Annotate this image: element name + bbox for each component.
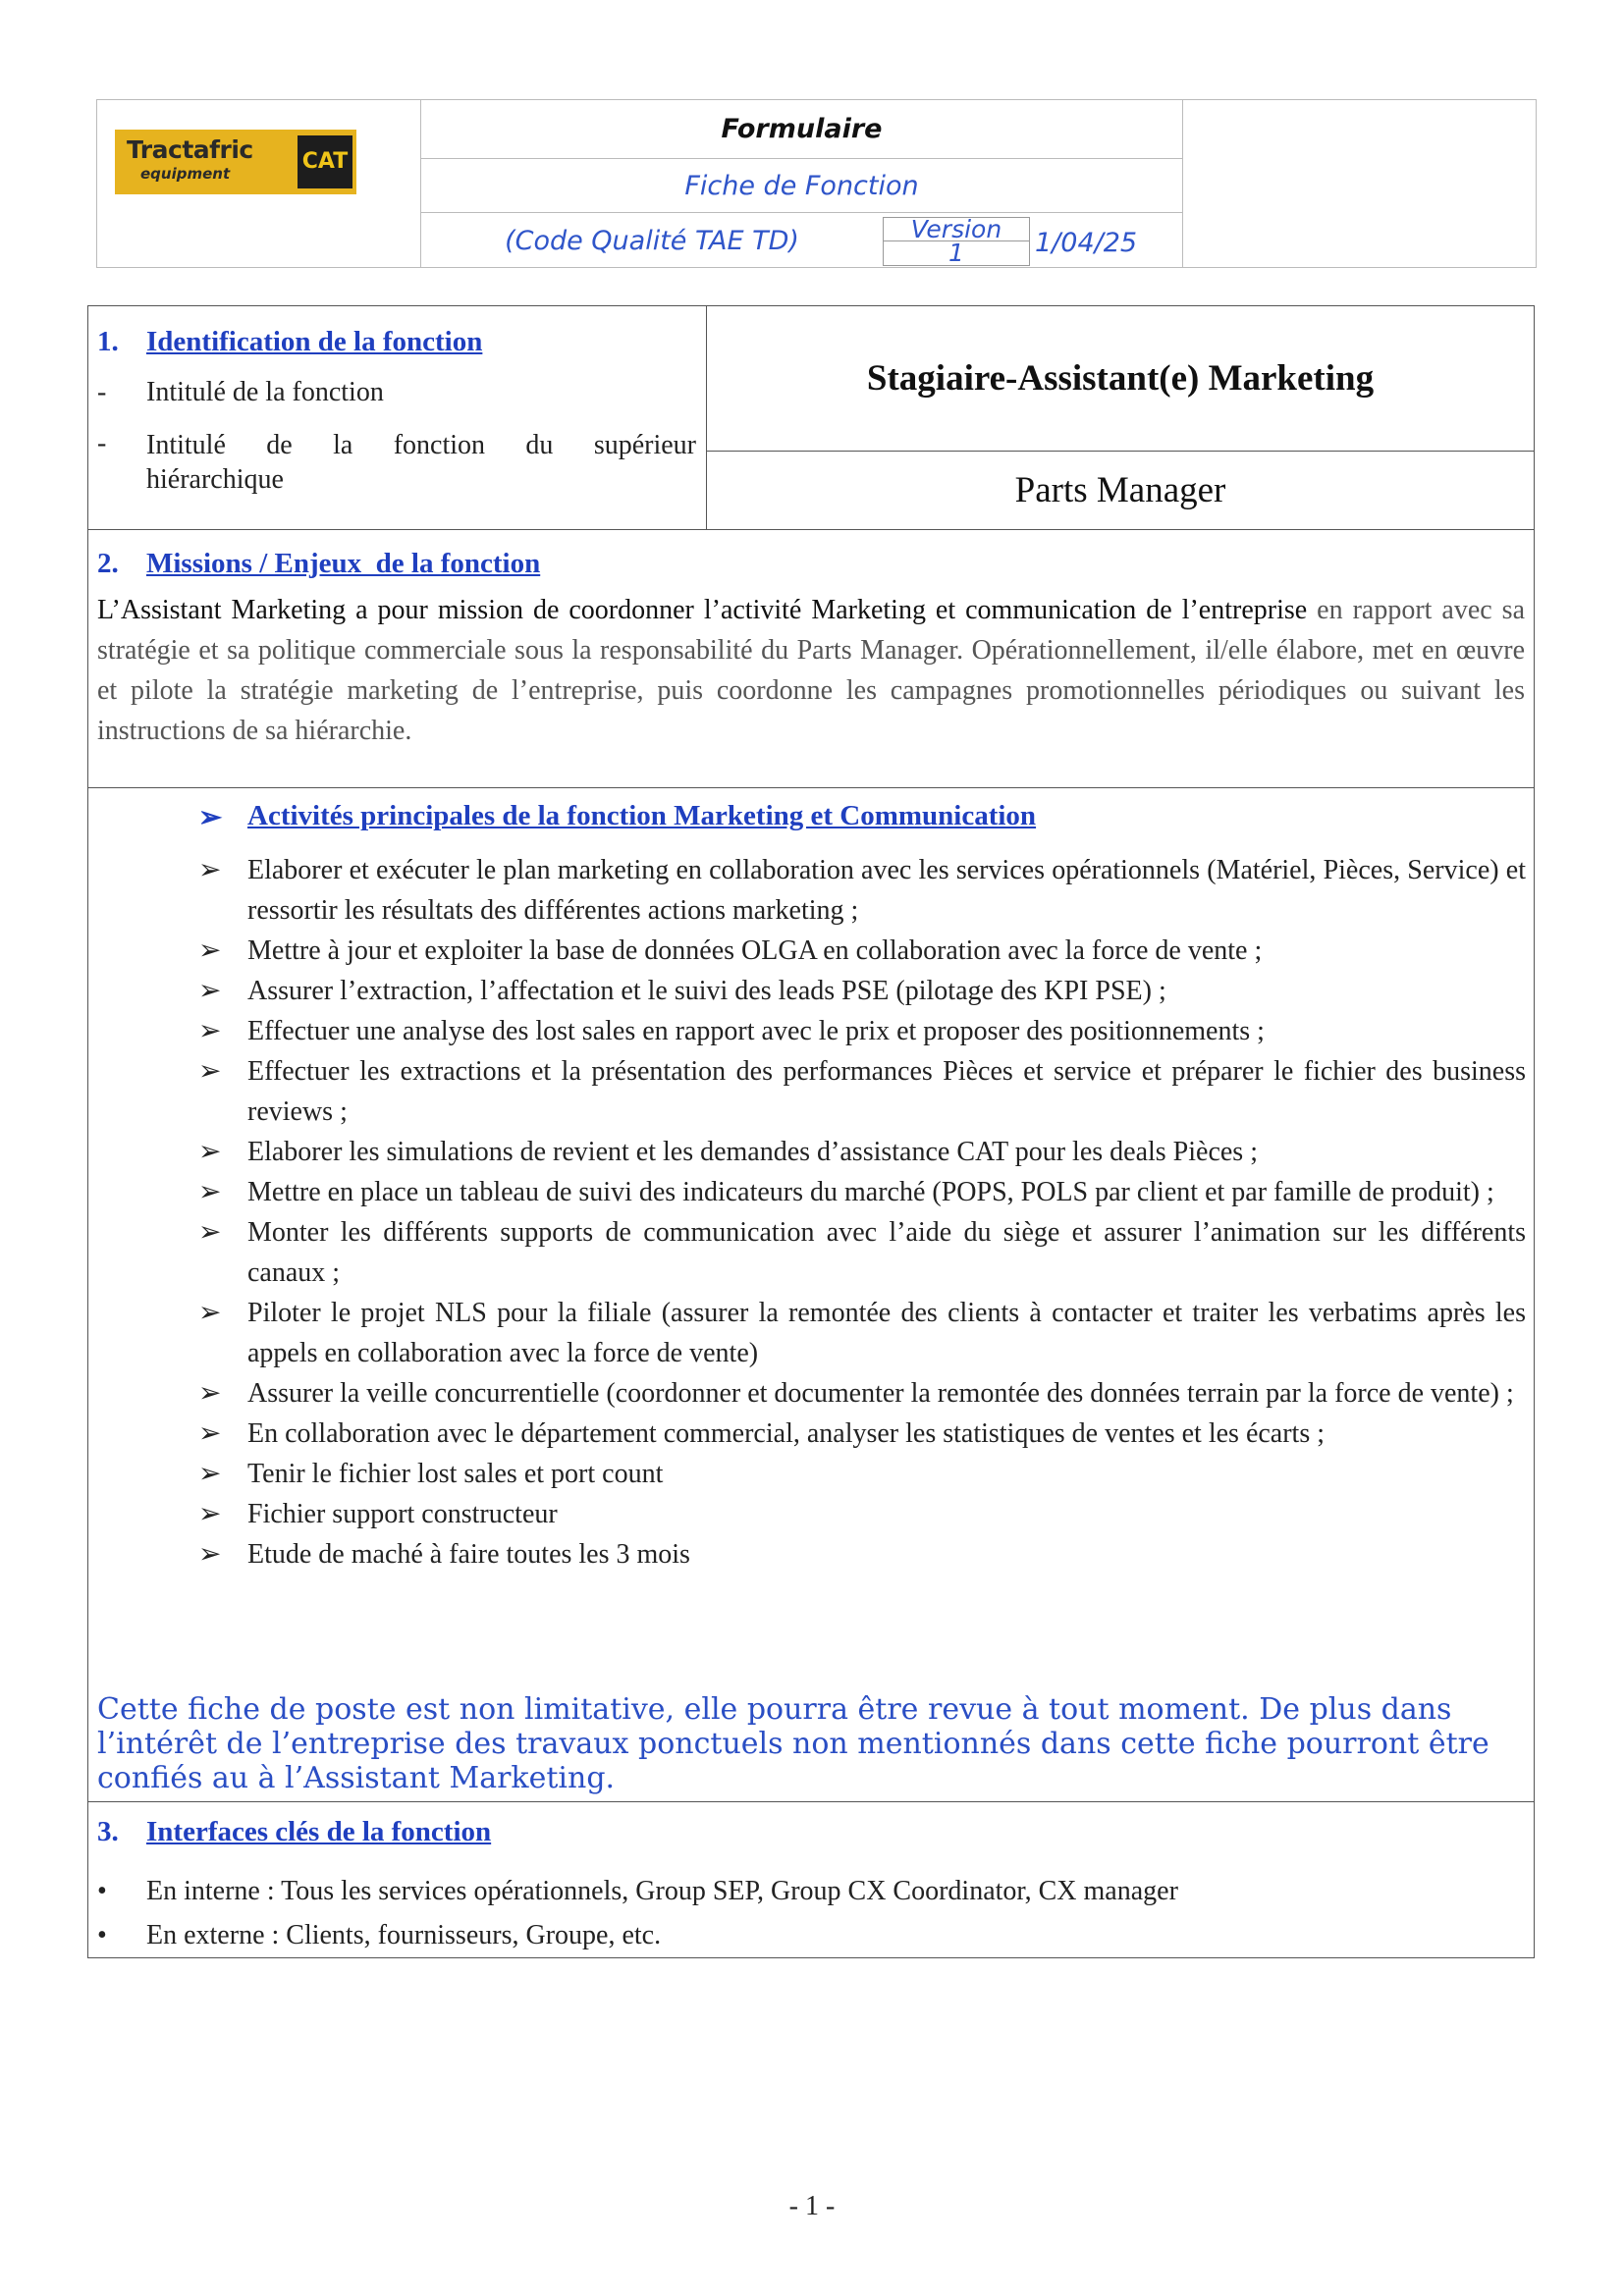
arrow-bullet-icon: ➢ [198, 1016, 222, 1046]
header-meta-row [421, 213, 1182, 269]
arrow-bullet-icon: ➢ [198, 976, 222, 1006]
interface-text: En interne : Tous les services opérationnels, Group SEP, Group CX Coordinator, CX manager [146, 1876, 1178, 1906]
list-item-text: Piloter le projet NLS pour la filiale (assurer la remontée des clients à contacter et traiter les verbatims après les appels en collaboration avec la force de vente) [247, 1298, 1526, 1368]
list-item [198, 1011, 1526, 1051]
list-item-text: Etude de maché à faire toutes les 3 mois [247, 1539, 690, 1570]
section-number: 2. [97, 548, 119, 579]
list-item [198, 1051, 1526, 1132]
list-item-text: En collaboration avec le département commercial, analyser les statistiques de ventes et les écarts ; [247, 1418, 1326, 1449]
cat-logo: CAT [298, 135, 352, 188]
list-item [198, 850, 1526, 931]
list-item [198, 1212, 1526, 1293]
arrow-bullet-icon: ➢ [198, 1217, 222, 1248]
list-item-text: Elaborer les simulations de revient et les demandes d’assistance CAT pour les deals Pièces ; [247, 1137, 1258, 1167]
list-item [198, 1172, 1526, 1212]
section-identification [88, 306, 1534, 530]
dash-marker: - [97, 428, 107, 458]
list-item-text: Effectuer les extractions et la présentation des performances Pièces et service et préparer le fichier des business reviews ; [247, 1056, 1526, 1127]
list-item [198, 1414, 1526, 1454]
list-item-text: Monter les différents supports de communication avec l’aide du siège et assurer l’animation sur les différents canaux ; [247, 1217, 1526, 1288]
logo-brand: Tractafric [127, 135, 253, 164]
section-activities [88, 788, 1534, 1802]
document-header [96, 99, 1537, 268]
arrow-bullet-icon: ➢ [198, 1539, 222, 1570]
section-number: 1. [97, 326, 119, 357]
list-item-text: Fichier support constructeur [247, 1499, 558, 1529]
form-label: Formulaire [421, 100, 1182, 159]
logo-subtitle: equipment [140, 165, 231, 183]
list-item-text: Tenir le fichier lost sales et port count [247, 1459, 664, 1489]
list-item-text: Assurer l’extraction, l’affectation et le suivi des leads PSE (pilotage des KPI PSE) ; [247, 976, 1166, 1006]
arrow-bullet-icon: ➢ [198, 1378, 222, 1409]
version-label: Version [884, 218, 1029, 241]
version-box [883, 217, 1030, 266]
job-description-table [87, 305, 1535, 1958]
list-item-text: Effectuer une analyse des lost sales en rapport avec le prix et proposer des positionnements ; [247, 1016, 1265, 1046]
section-title: Interfaces clés de la fonction [146, 1816, 492, 1847]
arrow-bullet-icon: ➢ [198, 1418, 222, 1449]
list-item-text: Elaborer et exécuter le plan marketing en collaboration avec les services opérationnels (Matériel, Pièces, Service) et ressortir les résultats des différentes actions marketing ; [247, 855, 1526, 926]
arrow-bullet-icon: ➢ [198, 1499, 222, 1529]
arrow-bullet-icon: ➢ [198, 935, 222, 966]
list-item [198, 1132, 1526, 1172]
quality-code: (Code Qualité TAE TD) [505, 226, 799, 256]
interface-text: En externe : Clients, fournisseurs, Groupe, etc. [146, 1920, 662, 1950]
arrow-bullet-icon: ➢ [198, 855, 222, 885]
document-type: Fiche de Fonction [421, 159, 1182, 213]
section-title: Missions / Enjeux de la fonction [146, 548, 541, 579]
arrow-bullet-icon: ➢ [198, 1177, 222, 1207]
arrow-bullet-icon: ➢ [198, 1459, 222, 1489]
list-item [198, 1534, 1526, 1575]
field-label-text: Intitulé de la fonction du supérieur hiérarchique [146, 430, 696, 495]
section-title: Identification de la fonction [146, 326, 483, 357]
field-label-text: Intitulé de la fonction [146, 377, 384, 407]
section-interfaces [88, 1802, 1534, 1959]
missions-paragraph [97, 590, 1525, 751]
document-date: 1/04/25 [1035, 228, 1138, 258]
dash-marker: - [97, 377, 107, 407]
list-item [198, 971, 1526, 1011]
list-item [198, 1494, 1526, 1534]
list-item-text: Assurer la veille concurrentielle (coordonner et documenter la remontée des données terrain par la force de vente) ; [247, 1378, 1514, 1409]
list-item-text: Mettre à jour et exploiter la base de données OLGA en collaboration avec la force de vente ; [247, 935, 1263, 966]
activities-list [198, 850, 1526, 1575]
arrow-bullet-icon: ➢ [198, 1298, 222, 1328]
version-number: 1 [948, 239, 964, 267]
missions-text-lead: L’Assistant Marketing a pour mission de coordonner l’activité Marketing et communication de l’entreprise [97, 595, 1308, 625]
arrow-bullet-icon: ➢ [198, 802, 223, 833]
list-item [198, 1293, 1526, 1373]
activities-title: Activités principales de la fonction Marketing et Communication [247, 800, 1037, 831]
job-title: Stagiaire-Assistant(e) Marketing [707, 306, 1534, 452]
list-item [198, 1373, 1526, 1414]
logo-cell [97, 100, 421, 267]
list-item-text: Mettre en place un tableau de suivi des indicateurs du marché (POPS, POLS par client et par famille de produit) ; [247, 1177, 1494, 1207]
company-logo [115, 130, 356, 194]
list-item [198, 1454, 1526, 1494]
superior-title: Parts Manager [1014, 470, 1226, 510]
bullet-dot: • [97, 1876, 107, 1906]
non-limiting-note: Cette fiche de poste est non limitative, elle pourra être revue à tout moment. De plus dans l’intérêt de l’entreprise des travaux ponctuels non mentionnés dans cette fiche pourront être confiés au à l’Assistant Marketing. [97, 1692, 1489, 1795]
section-number: 3. [97, 1816, 119, 1847]
arrow-bullet-icon: ➢ [198, 1056, 222, 1087]
arrow-bullet-icon: ➢ [198, 1137, 222, 1167]
header-center [421, 100, 1183, 267]
identification-labels [88, 306, 707, 529]
section-missions [88, 530, 1534, 788]
bullet-dot: • [97, 1920, 107, 1950]
missions-text-rest: en rapport avec sa stratégie et sa politique commerciale sous la responsabilité du Parts Manager. Opérationnellement, il/elle élabore, met en œuvre et pilote la stratégie marketing de l’entreprise, puis coordonne les campagnes promotionnelles périodiques ou suivant les instructions de sa hiérarchie. [97, 595, 1525, 746]
list-item [198, 931, 1526, 971]
page-number: - 1 - [788, 2191, 836, 2221]
